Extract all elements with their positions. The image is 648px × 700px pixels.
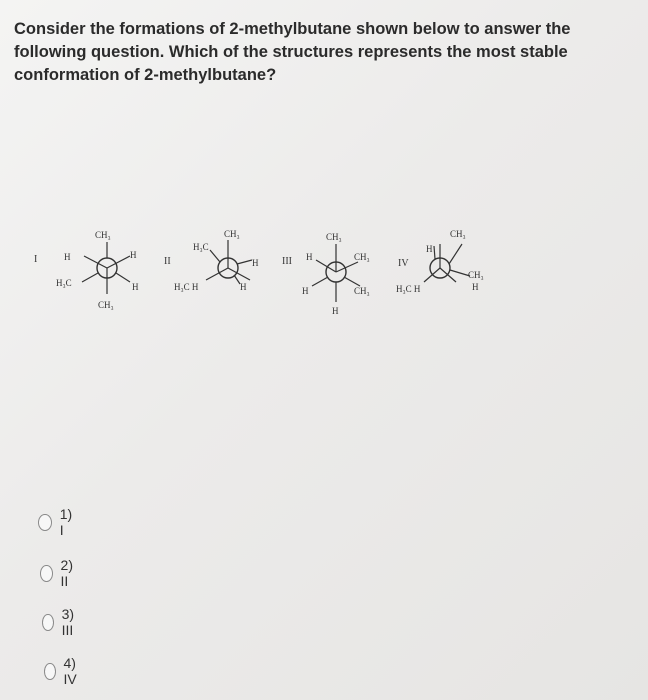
label-iv: IV (398, 258, 409, 269)
option-4[interactable] (44, 655, 82, 687)
label-ch3: CH₃ (224, 229, 240, 239)
label-i: I (34, 254, 38, 265)
option-1[interactable] (38, 506, 75, 538)
structure-iii (282, 232, 370, 316)
option-label: 1) I (59, 506, 73, 538)
label-h: H (130, 250, 137, 260)
radio-button[interactable] (42, 614, 54, 631)
radio-button[interactable] (44, 663, 56, 680)
label-ch3: CH₃ (98, 300, 114, 310)
label-h3c: H₃C (193, 242, 209, 252)
label-h: H (306, 252, 313, 262)
option-label: 2) II (60, 557, 73, 589)
label-h: H (132, 282, 139, 292)
label-h: H (332, 306, 339, 316)
label-ch3: CH₃ (468, 270, 484, 280)
option-label: 3) III (61, 606, 75, 638)
label-iii: III (282, 256, 292, 267)
label-h: H (252, 258, 259, 268)
option-3[interactable] (42, 606, 79, 638)
radio-button[interactable] (38, 514, 52, 531)
label-ch3: CH₃ (354, 286, 370, 296)
newman-projections-figure (20, 220, 620, 330)
label-h: H (64, 252, 71, 262)
label-h3ch: H₃C H (174, 282, 199, 292)
structure-iv (396, 229, 484, 294)
label-h: H (302, 286, 309, 296)
label-ii: II (164, 256, 171, 267)
label-h: H (472, 282, 479, 292)
radio-button[interactable] (40, 565, 53, 582)
structure-ii (164, 229, 259, 292)
label-ch3: CH₃ (95, 230, 111, 240)
label-ch3: CH₃ (450, 229, 466, 239)
structure-i (34, 230, 139, 310)
newman-projections-svg (20, 220, 620, 330)
label-h3c: H₃C (56, 278, 72, 288)
question-text: Consider the formations of 2-methylbutane shown below to answer the following question. Which of the structures represents the most stable conformation of 2-methylbutane? (14, 20, 571, 84)
label-h3ch: H₃C H (396, 284, 421, 294)
option-label: 4) IV (63, 655, 77, 687)
label-ch3: CH₃ (326, 232, 342, 242)
label-ch3: CH₃ (354, 252, 370, 262)
label-h: H (240, 282, 247, 292)
label-h: H (426, 244, 433, 254)
option-2[interactable] (40, 557, 77, 589)
